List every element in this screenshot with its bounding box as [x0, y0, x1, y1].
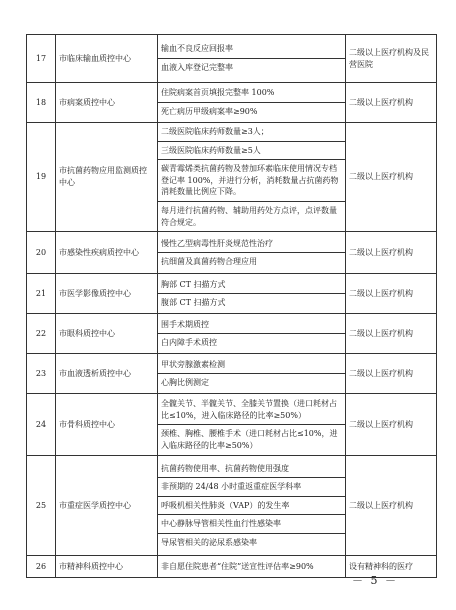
indicators-cell — [158, 232, 346, 274]
scope-cell: 二级以上医疗机构及民营医院 — [346, 35, 437, 83]
indicator-item: 输血不良反应回报率 — [161, 44, 233, 54]
scope-cell: 二级以上医疗机构 — [346, 274, 437, 314]
scope-cell: 设有精神科的医疗 — [346, 556, 437, 578]
indicators-cell — [158, 83, 346, 123]
row-number: 21 — [27, 274, 56, 314]
indicator-item: 甲状旁腺激素检测 — [161, 359, 225, 369]
indicator-item: 死亡病历甲级病案率≥90% — [158, 102, 345, 121]
indicator-item: 颈椎、胸椎、腰椎手术（进口耗材占比≤10%，进入临床路径的比率≥50%） — [158, 424, 345, 454]
row-number: 25 — [27, 456, 56, 556]
scope-cell: 二级以上医疗机构 — [346, 314, 437, 354]
table-row — [27, 123, 437, 232]
row-number: 26 — [27, 556, 56, 578]
quality-control-table — [26, 34, 437, 578]
row-number: 20 — [27, 232, 56, 274]
indicators-cell — [158, 314, 346, 354]
row-number: 17 — [27, 35, 56, 83]
indicator-item: 中心静脉导管相关性血行性感染率 — [158, 514, 345, 533]
center-name: 市医学影像质控中心 — [56, 274, 158, 314]
center-name: 市眼科质控中心 — [56, 314, 158, 354]
row-number: 22 — [27, 314, 56, 354]
row-number: 18 — [27, 83, 56, 123]
indicator-item: 抗细菌及真菌药物合理应用 — [158, 252, 345, 271]
indicator-item: 抗菌药物使用率、抗菌药物使用强度 — [161, 463, 289, 473]
scope-cell: 二级以上医疗机构 — [346, 83, 437, 123]
indicator-item: 住院病案首页填报完整率 100% — [161, 88, 275, 98]
scope-cell: 二级以上医疗机构 — [346, 456, 437, 556]
scope-cell: 二级以上医疗机构 — [346, 123, 437, 232]
indicator-item: 血液入库登记完整率 — [158, 58, 345, 77]
indicator-item: 围手术期质控 — [161, 319, 209, 329]
indicator-item: 慢性乙型病毒性肝炎规范性治疗 — [161, 238, 273, 248]
table-row — [27, 83, 437, 123]
center-name: 市临床输血质控中心 — [56, 35, 158, 83]
indicator-item: 腹部 CT 扫描方式 — [158, 293, 345, 312]
table-row — [27, 35, 437, 83]
indicators-cell — [158, 394, 346, 456]
scope-cell: 二级以上医疗机构 — [346, 232, 437, 274]
indicators-cell — [158, 556, 346, 578]
indicators-cell — [158, 456, 346, 556]
indicator-item: 二级医院临床药师数量≥3人； — [161, 127, 269, 136]
indicator-item: 心胸比例测定 — [158, 373, 345, 392]
center-name: 市抗菌药物应用监测质控中心 — [56, 123, 158, 232]
indicator-item: 非预期的 24/48 小时重返重症医学科率 — [158, 477, 345, 496]
center-name: 市骨科质控中心 — [56, 394, 158, 456]
indicator-item: 非自愿住院患者“住院”送宣性评估率≥90% — [161, 561, 314, 571]
indicators-cell — [158, 123, 346, 232]
row-number: 23 — [27, 354, 56, 394]
indicator-item: 胸部 CT 扫描方式 — [161, 279, 226, 289]
indicator-item: 碳青霉烯类抗菌药物及替加环素临床使用情况专档登记率 100%，并进行分析，消耗数量占抗菌药物消耗数量比例应下降。 — [158, 159, 345, 201]
center-name: 市精神科质控中心 — [56, 556, 158, 578]
indicators-cell — [158, 35, 346, 83]
row-number: 19 — [27, 123, 56, 232]
table-row — [27, 274, 437, 314]
indicators-cell — [158, 354, 346, 394]
scope-cell: 二级以上医疗机构 — [346, 394, 437, 456]
row-number: 24 — [27, 394, 56, 456]
table-row — [27, 354, 437, 394]
scope-cell: 二级以上医疗机构 — [346, 354, 437, 394]
table-row — [27, 456, 437, 556]
center-name: 市病案质控中心 — [56, 83, 158, 123]
indicator-item: 呼吸机相关性肺炎（VAP）的发生率 — [158, 496, 345, 515]
indicator-item: 导尿管相关的泌尿系感染率 — [158, 533, 345, 552]
indicator-item: 全髋关节、半髋关节、全膝关节置换（进口耗材占比≤10%，进入临床路径的比率≥50%） — [161, 398, 337, 420]
table-row — [27, 232, 437, 274]
page-number: － 5 － — [352, 574, 398, 587]
center-name: 市重症医学质控中心 — [56, 456, 158, 556]
table-row — [27, 394, 437, 456]
center-name: 市感染性疾病质控中心 — [56, 232, 158, 274]
indicator-item: 白内障手术质控 — [158, 333, 345, 352]
table-row — [27, 314, 437, 354]
center-name: 市血液透析质控中心 — [56, 354, 158, 394]
indicator-item: 每月进行抗菌药物、辅助用药处方点评，点评数量符合规定。 — [158, 201, 345, 231]
indicator-item: 三级医院临床药师数量≥5人 — [158, 141, 345, 160]
indicators-cell — [158, 274, 346, 314]
